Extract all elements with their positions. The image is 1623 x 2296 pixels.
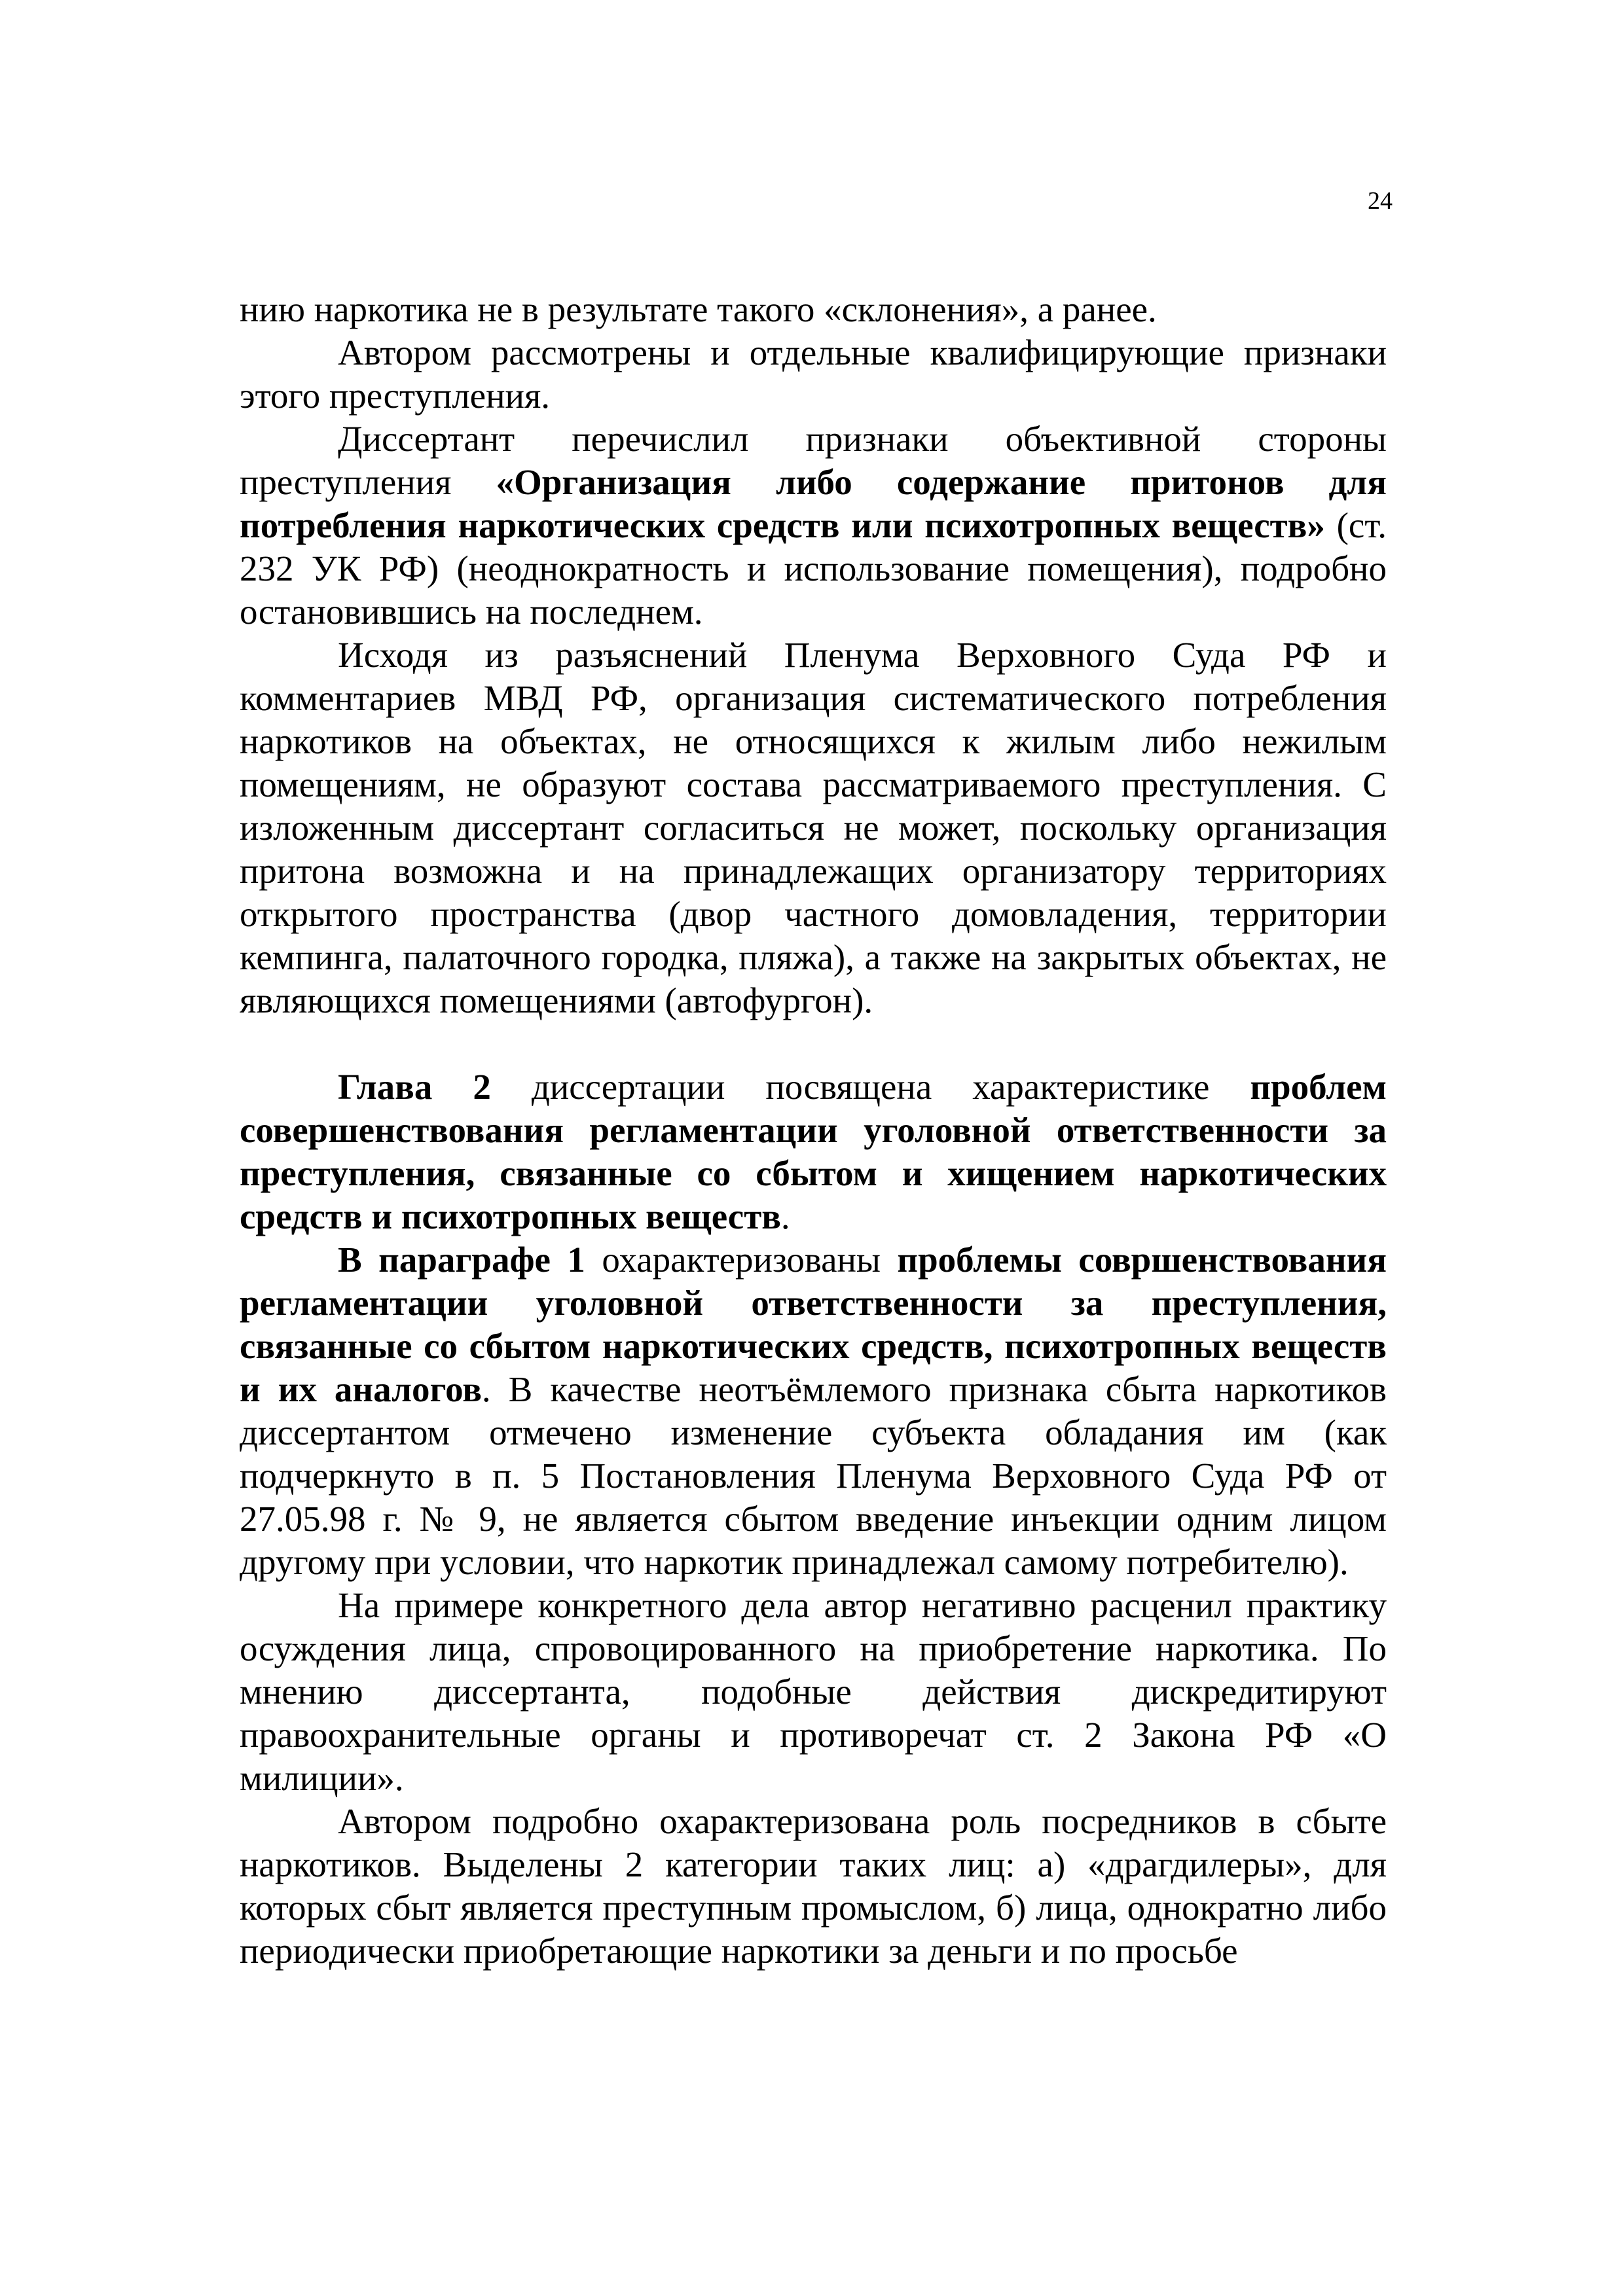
paragraph-plenum-clarifications [240, 634, 1387, 1022]
paragraph-text: . [780, 1196, 790, 1236]
paragraph-case-example [240, 1584, 1387, 1800]
paragraph-section-1 [240, 1238, 1387, 1584]
paragraph-qualifying-signs [240, 331, 1387, 418]
paragraph-objective-side [240, 418, 1387, 634]
paragraph-text: Автором рассмотрены и отдельные квалифицирующие признаки этого преступления. [240, 332, 1387, 416]
paragraph-text: Исходя из разъяснений Пленума Верховного Суда РФ и комментариев МВД РФ, организация систематического потребления наркотиков на объектах, не относящихся к жилым либо нежилым помещениям, не образуют состава рассматриваемого преступления. С изложенным диссертант согласиться не может, поскольку организация притона возможна и на принадлежащих организатору территориях открытого пространства (двор частного домовладения, территории кемпинга, палаточного городка, пляжа), а также на закрытых объектах, не являющихся помещениями (автофургон). [240, 635, 1387, 1020]
page-number: 24 [1368, 187, 1393, 215]
bold-section-topic: проблемы совршенствования регламентации уголовной ответственности за преступления, связанные со сбытом наркотических средств, психотропных веществ и их аналогов [240, 1240, 1387, 1409]
paragraph-chapter-2 [240, 1066, 1387, 1238]
bold-chapter-label: Глава 2 [338, 1067, 491, 1107]
bold-section-label: В параграфе 1 [338, 1240, 585, 1280]
paragraph-text: (ст. 232 УК РФ) (неоднократность и использование помещения), подробно остановившись на последнем. [240, 505, 1387, 632]
paragraph-intermediaries [240, 1800, 1387, 1973]
paragraph-gap [240, 1022, 1387, 1066]
paragraph-continuation [240, 288, 1387, 331]
bold-crime-title: «Организация либо содержание притонов для потребления наркотических средств или психотропных веществ» [240, 462, 1387, 545]
paragraph-text: Диссертант перечислил признаки объективной стороны преступления [240, 419, 1387, 502]
paragraph-text: Автором подробно охарактеризована роль посредников в сбыте наркотиков. Выделены 2 категории таких лиц: а) «драгдилеры», для которых сбыт является преступным промыслом, б) лица, однократно либо периодически приобретающие наркотики за деньги и по просьбе [240, 1801, 1387, 1971]
paragraph-text: На примере конкретного дела автор негативно расценил практику осуждения лица, спровоцированного на приобретение наркотика. По мнению диссертанта, подобные действия дискредитируют правоохранительные органы и противоречат ст. 2 Закона РФ «О милиции». [240, 1585, 1387, 1798]
bold-chapter-topic: проблем совершенствования регламентации уголовной ответственности за преступления, связанные со сбытом и хищением наркотических средств и психотропных веществ [240, 1067, 1387, 1236]
paragraph-text: нию наркотика не в результате такого «склонения», а ранее. [240, 289, 1157, 329]
paragraph-text: охарактеризованы [585, 1240, 898, 1280]
paragraph-text: . В качестве неотъёмлемого признака сбыта наркотиков диссертантом отмечено изменение субъекта обладания им (как подчеркнуто в п. 5 Постановления Пленума Верховного Суда РФ от 27.05.98 г. № 9, не является сбытом введение инъекции одним лицом другому при условии, что наркотик принадлежал самому потребителю). [240, 1369, 1387, 1582]
body-text [240, 288, 1387, 1973]
paragraph-text: диссертации посвящена характеристике [490, 1067, 1250, 1107]
